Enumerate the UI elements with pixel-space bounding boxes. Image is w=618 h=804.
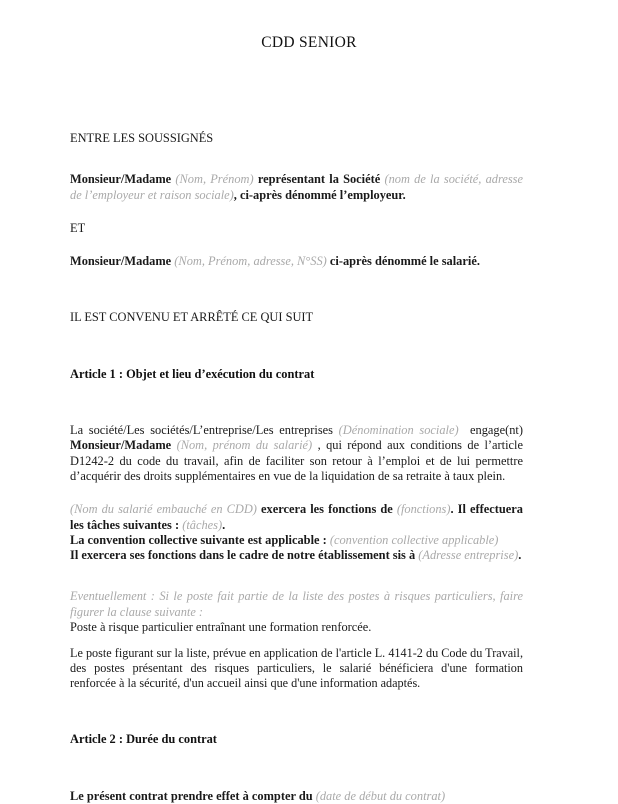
employer-tail-text: , ci-après dénommé l’employeur. (233, 187, 406, 202)
a1p2-text-3: . (222, 517, 226, 532)
document-body (70, 131, 523, 804)
employee-lead: Monsieur/Madame (70, 254, 172, 269)
a1p2-employee-placeholder: (Nom du salarié embauché en CDD) (70, 502, 257, 517)
article-1-paragraph-2 (70, 502, 523, 533)
a1p1-text-3: Monsieur/Madame (70, 438, 172, 453)
a1p4-text-2: . (518, 548, 522, 563)
a1p3-text-1: La convention collective suivante est applicable : (70, 532, 327, 547)
agreement-heading: IL EST CONVENU ET ARRÊTÉ CE QUI SUIT (70, 310, 314, 325)
employer-mid-text: représentant la Société (257, 172, 381, 187)
parties-heading: ENTRE LES SOUSSIGNÉS (70, 131, 214, 145)
article-1-risk-paragraph: Le poste figurant sur la liste, prévue en application de l'article L. 4141-2 du Code du Travail, des postes présentant des risques particuliers, le salarié bénéficiera d'une formation renforcée à la sécurité, d'un accueil ainsi que d'une information adaptés. (70, 646, 523, 691)
a1p1-text-4: , qui répond aux conditions de l’article D1242-2 du code du travail, afin de faciliter son retour à l’emploi et de lui permettre d’acquérir des droits supplémentaires en vue de la liquidation de sa retraite à taux plein. (70, 438, 523, 483)
risk-clause-text: Poste à risque particulier entraînant une formation renforcée. (70, 620, 372, 635)
a1p1-employee-placeholder: (Nom, prénom du salarié) (176, 438, 313, 453)
article-1-paragraph-4 (70, 548, 523, 563)
a1p1-company-placeholder: (Dénomination sociale) (338, 423, 459, 438)
article-1-editor-note (70, 589, 523, 620)
a1p2-text-2: . Il effectuera les tâches suivantes : (70, 502, 523, 532)
employer-company-placeholder: (nom de la société, adresse de l’employeur et raison sociale) (70, 172, 523, 202)
employee-name-placeholder: (Nom, Prénom, adresse, N°SS) (174, 254, 327, 269)
a1p1-text-2: engage(nt) (470, 423, 524, 438)
article-1-risk-clause (70, 620, 523, 635)
article-2-paragraph-1 (70, 789, 523, 804)
editor-note-text: Eventuellement : Si le poste fait partie de la liste des postes à risques particuliers, faire figurer la clause suivante : (70, 589, 523, 619)
a1p2-text-1: exercera les fonctions de (261, 502, 393, 517)
a1p2-tasks-placeholder: (tâches) (182, 517, 223, 532)
document-title: CDD SENIOR (261, 34, 357, 52)
a1p4-address-placeholder: (Adresse entreprise) (418, 548, 519, 563)
a1p4-text-1: Il exercera ses fonctions dans le cadre de notre établissement sis à (70, 548, 416, 563)
employee-tail-text: ci-après dénommé le salarié. (329, 254, 480, 269)
employee-paragraph (70, 254, 523, 269)
employer-lead: Monsieur/Madame (70, 172, 172, 187)
article-2-heading: Article 2 : Durée du contrat (70, 732, 217, 747)
conjunction-et: ET (70, 220, 86, 235)
employer-name-placeholder: (Nom, Prénom) (175, 172, 254, 187)
a1p2-functions-placeholder: (fonctions) (396, 502, 451, 517)
a2p1-start-date-placeholder: (date de début du contrat) (315, 788, 446, 803)
a1p3-convention-placeholder: (convention collective applicable) (329, 532, 499, 547)
article-1-paragraph-1 (70, 423, 523, 484)
article-1-heading: Article 1 : Objet et lieu d’exécution du contrat (70, 366, 315, 381)
article-1-paragraph-3 (70, 533, 523, 548)
a1p1-text-1: La société/Les sociétés/L’entreprise/Les entreprises (70, 423, 333, 438)
a2p1-text-1: Le présent contrat prendre effet à compter du (70, 788, 313, 803)
employer-paragraph (70, 172, 523, 203)
